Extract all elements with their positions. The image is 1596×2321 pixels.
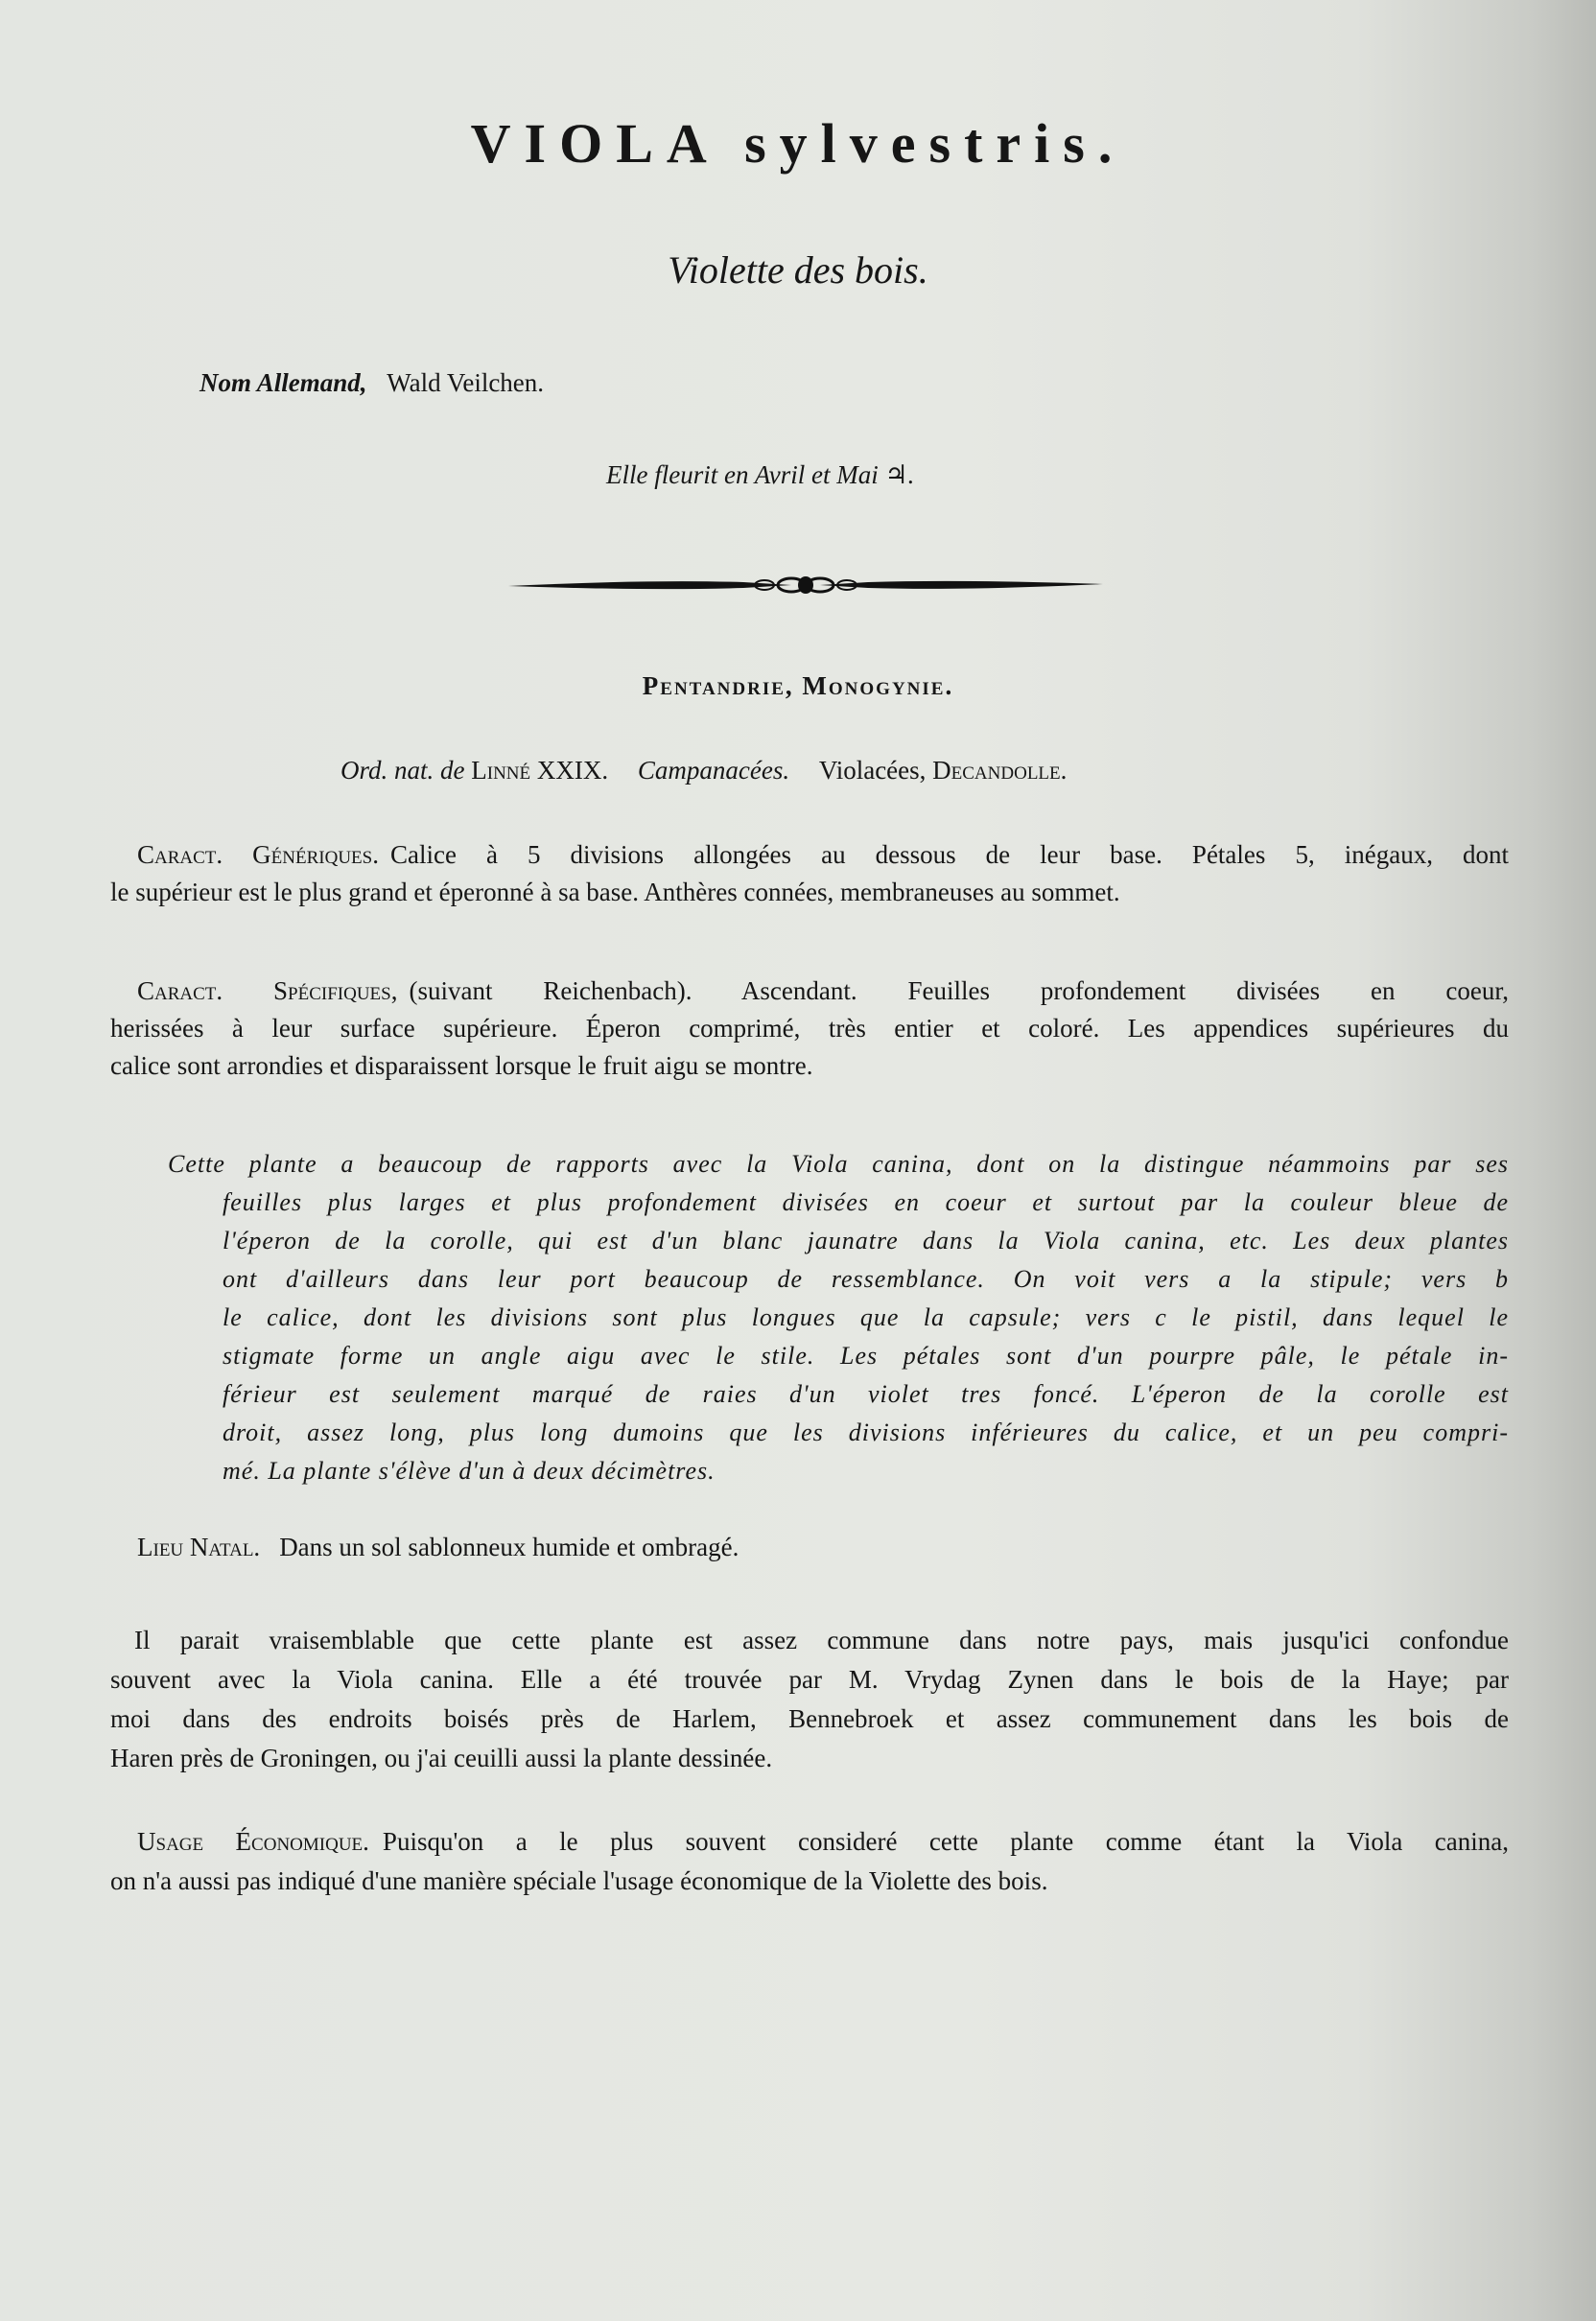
para-line: moi dans des endroits boisés près de Harlem, Bennebroek et assez communement dans les bois de <box>110 1704 1509 1733</box>
natural-order <box>340 756 1067 785</box>
class-heading: Pentandrie, Monogynie. <box>642 671 954 700</box>
para-line: droit, assez long, plus long dumoins que les divisions inférieures du calice, et un peu compri- <box>223 1418 1509 1446</box>
para-line: férieur est seulement marqué de raies d'un violet tres foncé. L'éperon de la corolle est <box>223 1380 1509 1408</box>
ord-prefix: Ord. nat. de <box>340 756 465 785</box>
para-line: stigmate forme un angle aigu avec le stile. Les pétales sont d'un pourpre pâle, le pétale in- <box>223 1342 1509 1370</box>
para-line: Haren près de Groningen, ou j'ai ceuilli aussi la plante dessinée. <box>110 1744 773 1772</box>
page-title: VIOLA sylvestris. <box>470 112 1126 175</box>
para-line: mé. La plante s'élève d'un à deux décimètres. <box>223 1457 716 1485</box>
para-line: feuilles plus larges et plus profondement divisées en coeur et surtout par la couleur bleue de <box>223 1188 1509 1216</box>
para-line: Caract. Génériques. Calice à 5 divisions allongées au dessous de leur base. Pétales 5, inégaux, dont <box>137 840 1509 869</box>
para-line: Usage Économique. Puisqu'on a le plus souvent consideré cette plante comme étant la Viola canina, <box>137 1827 1509 1856</box>
para-line: Il parait vraisemblable que cette plante est assez commune dans notre pays, mais jusqu'ici confondue <box>134 1626 1509 1654</box>
caract-specifiques <box>110 973 1509 1085</box>
nom-allemand <box>200 368 544 398</box>
para-line: calice sont arrondies et disparaissent lorsque le fruit aigu se montre. <box>110 1051 813 1080</box>
lieu-natal <box>137 1533 739 1562</box>
nom-label: Nom Allemand, <box>200 368 367 397</box>
para-line: le calice, dont les divisions sont plus longues que la capsule; vers c le pistil, dans lequel le <box>223 1303 1509 1331</box>
usage-label: Usage Économique. <box>137 1827 369 1856</box>
ord-violacees: Violacées, <box>818 756 927 785</box>
para-line: herissées à leur surface supérieure. Éperon comprimé, très entier et coloré. Les appendices supérieures du <box>110 1014 1509 1043</box>
para-line: l'éperon de la corolle, qui est d'un blanc jaunatre dans la Viola canina, etc. Les deux plantes <box>223 1227 1509 1254</box>
ord-campanacees: Campanacées. <box>637 756 790 785</box>
caract-generiques <box>110 836 1509 911</box>
lieu-natal-text: Dans un sol sablonneux humide et ombragé. <box>279 1533 739 1561</box>
ornamental-divider <box>504 566 1108 604</box>
lieu-natal-label: Lieu Natal. <box>137 1533 261 1561</box>
description-paragraph <box>168 1145 1509 1490</box>
page-subtitle: Violette des bois. <box>668 248 928 292</box>
caract-specifiques-label: Caract. Spécifiques, <box>137 976 398 1005</box>
para-line: ont d'ailleurs dans leur port beaucoup de ressemblance. On voit vers a la stipule; vers b <box>223 1265 1509 1293</box>
caract-generiques-label: Caract. Génériques. <box>137 840 379 869</box>
para-line: Caract. Spécifiques, (suivant Reichenbach). Ascendant. Feuilles profondement divisées en coeur, <box>137 976 1509 1005</box>
para-line: on n'a aussi pas indiqué d'une manière spéciale l'usage économique de la Violette des bois. <box>110 1866 1048 1895</box>
usage-paragraph <box>110 1822 1509 1901</box>
para-line: le supérieur est le plus grand et éperonné à sa base. Anthères connées, membraneuses au sommet. <box>110 878 1120 906</box>
ord-linne: Linné XXIX. <box>471 756 609 785</box>
ord-decandolle: Decandolle. <box>932 756 1068 785</box>
flowering-period: Elle fleurit en Avril et Mai ♃. <box>606 460 915 489</box>
nom-value: Wald Veilchen. <box>387 368 545 397</box>
para-line: souvent avec la Viola canina. Elle a été trouvée par M. Vrydag Zynen dans le bois de la Haye; par <box>110 1665 1509 1694</box>
para-line: Cette plante a beaucoup de rapports avec la Viola canina, dont on la distingue néammoins par ses <box>168 1150 1509 1178</box>
remarque-paragraph <box>110 1621 1509 1778</box>
